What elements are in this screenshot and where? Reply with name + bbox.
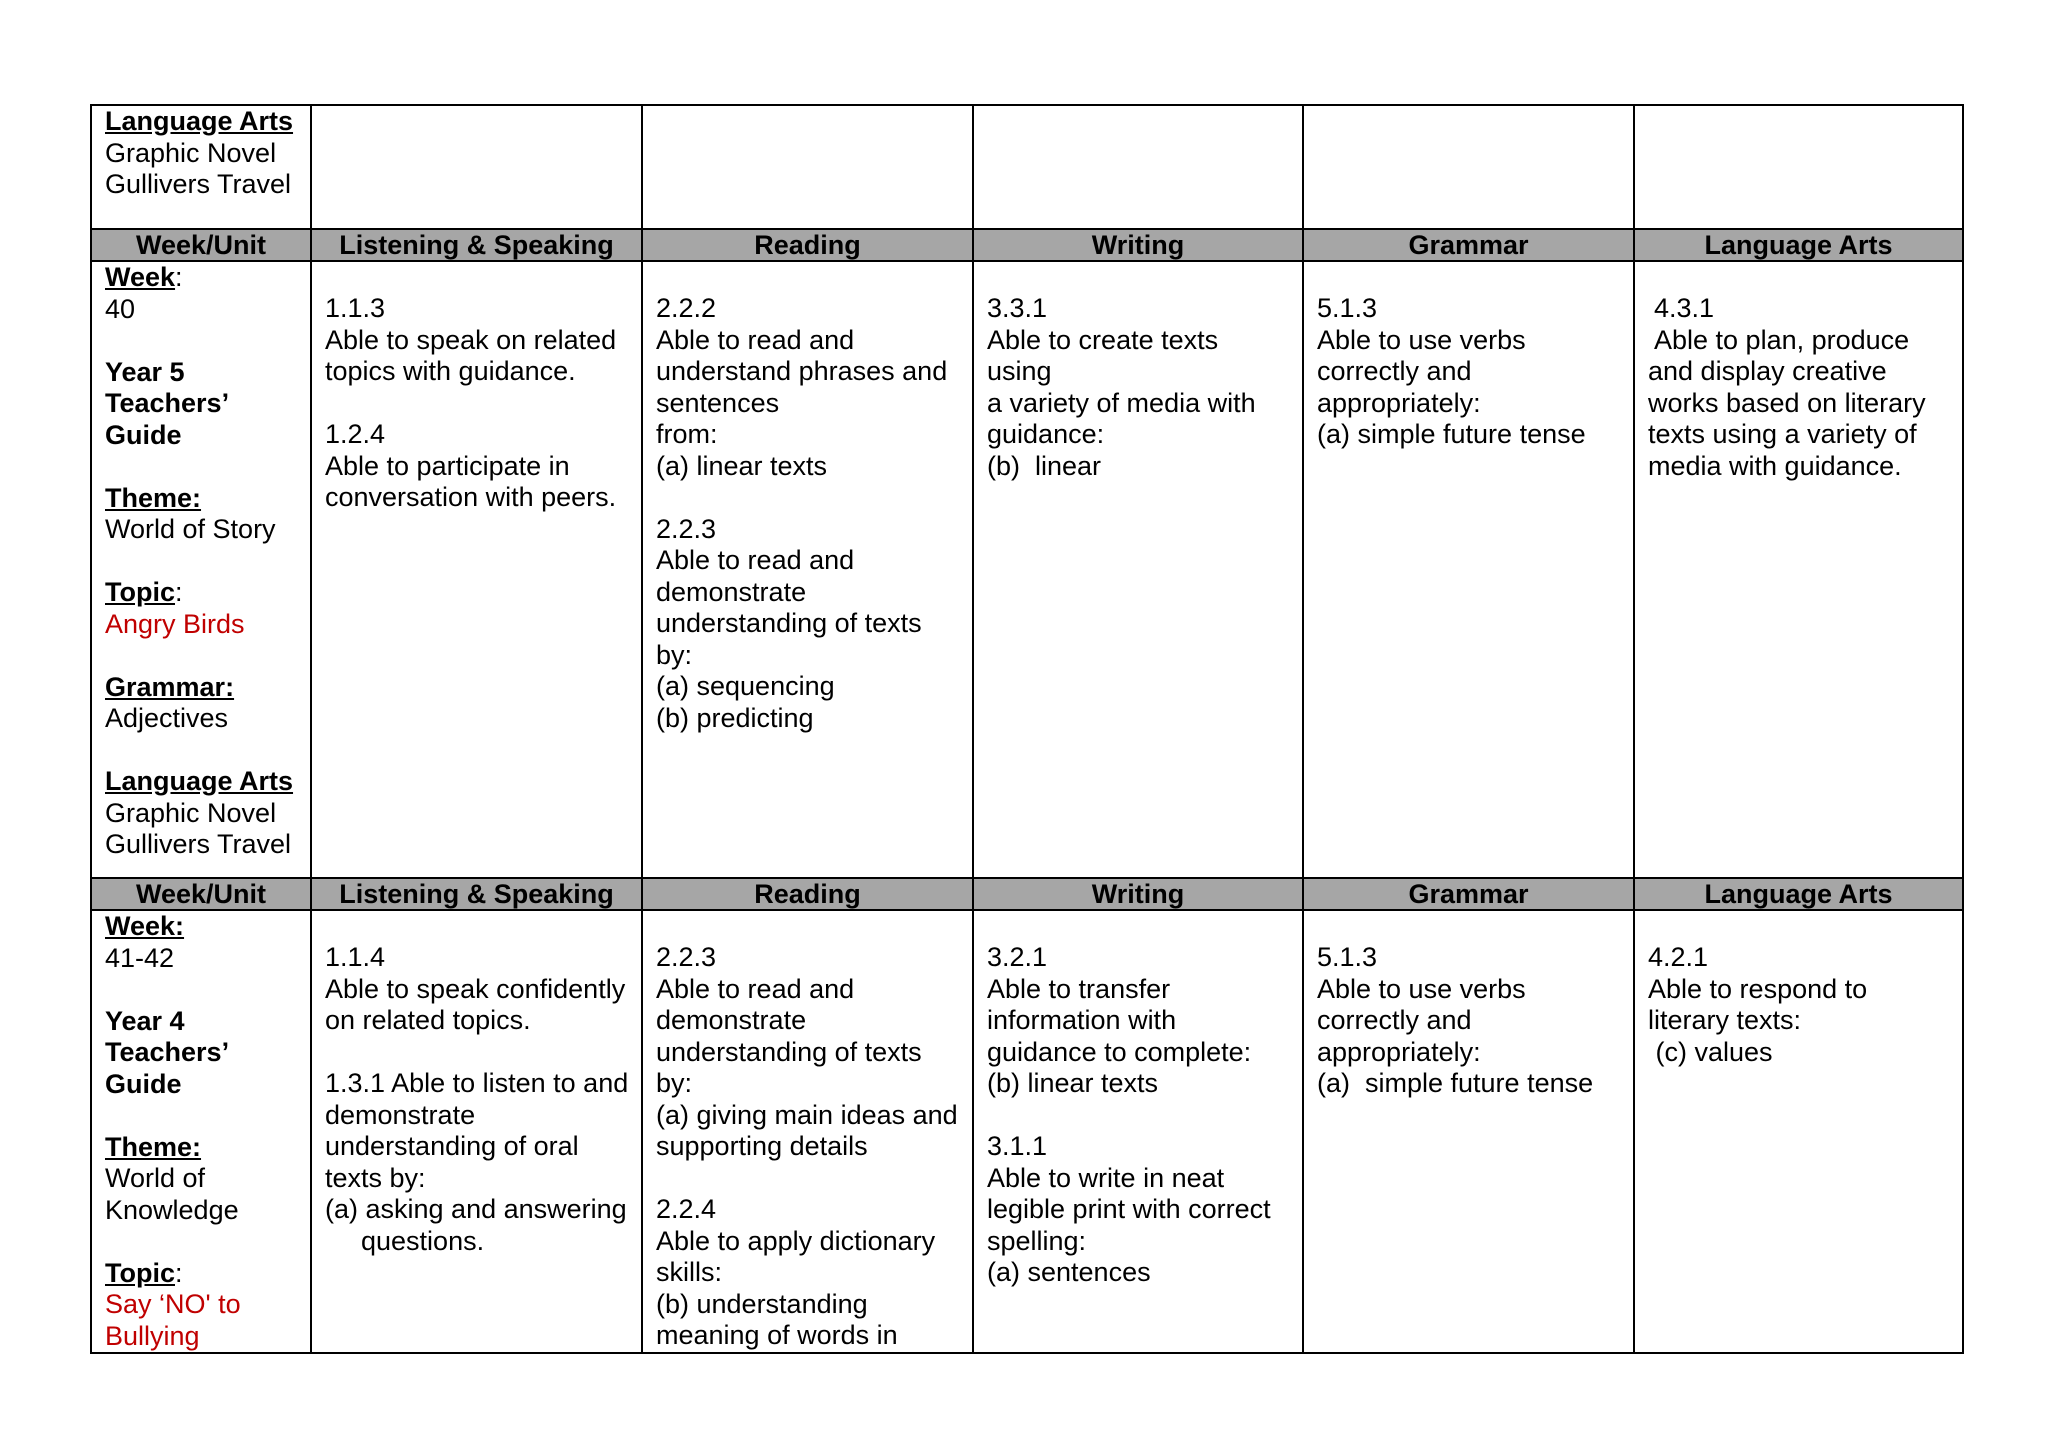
- language-arts-label: Language Arts: [105, 766, 294, 796]
- skill-text: (a) simple future tense: [1317, 1068, 1594, 1098]
- theme-value: World of: [105, 1163, 206, 1193]
- theme-value: Knowledge: [105, 1194, 239, 1225]
- topic-colon: :: [175, 577, 183, 607]
- topic-label: Topic: [105, 577, 175, 607]
- column-header: Grammar: [1303, 878, 1634, 910]
- topic-value: Bullying: [105, 1320, 200, 1351]
- skill-text: correctly and: [1317, 1005, 1472, 1035]
- year-line: Guide: [105, 419, 182, 450]
- year-line: Year 4: [105, 1005, 185, 1036]
- year-line: Teachers’: [105, 1037, 230, 1067]
- listening-cell: [311, 105, 642, 229]
- skill-text: appropriately:: [1317, 387, 1481, 418]
- skill-text: Able to plan, produce: [1654, 324, 1910, 355]
- language-arts-cell: [1634, 105, 1963, 229]
- skill-text: appropriately:: [1317, 1036, 1481, 1067]
- skill-text: and display creative: [1648, 356, 1887, 386]
- lesson-plan-table: [90, 104, 1964, 1354]
- skill-text: guidance to complete:: [987, 1036, 1252, 1067]
- skill-text: understand phrases and: [656, 356, 948, 386]
- week-value: 41-42: [105, 942, 175, 973]
- skill-text: demonstrate: [656, 576, 807, 607]
- skill-text: demonstrate: [325, 1099, 476, 1130]
- skill-code: 5.1.3: [1317, 942, 1378, 972]
- week-label: Week:: [105, 911, 185, 941]
- skill-text: texts using a variety of: [1648, 419, 1917, 449]
- skill-text: understanding of texts: [656, 1036, 922, 1067]
- table-row: [91, 910, 1963, 1353]
- year-line: Guide: [105, 1068, 182, 1099]
- skill-code: 1.1.3: [325, 293, 386, 323]
- grammar-cell: [1303, 261, 1634, 878]
- week-unit-cell: [91, 105, 311, 229]
- skill-text: Able to read and: [656, 324, 855, 355]
- skill-code: 1.1.4: [325, 942, 386, 972]
- skill-text: legible print with correct: [987, 1194, 1271, 1224]
- skill-text: Able to read and: [656, 545, 855, 575]
- skill-text: (a) linear texts: [656, 450, 828, 481]
- skill-text: by:: [656, 1068, 693, 1098]
- table-row: [91, 261, 1963, 878]
- theme-value: World of Story: [105, 514, 276, 544]
- week-unit-cell: [91, 910, 311, 1353]
- writing-cell: [973, 910, 1303, 1353]
- column-header: Language Arts: [1634, 878, 1963, 910]
- topic-value: Angry Birds: [105, 608, 245, 639]
- column-header: Week/Unit: [91, 229, 311, 261]
- week-label: Week: [105, 262, 176, 292]
- skill-text: (a) sentences: [987, 1257, 1151, 1287]
- reading-cell: [642, 261, 973, 878]
- skill-text: a variety of media with: [987, 387, 1256, 418]
- reading-cell: [642, 105, 973, 229]
- skill-text: understanding of texts: [656, 608, 922, 638]
- skill-text: (a) simple future tense: [1317, 419, 1586, 449]
- language-arts-line: Gullivers Travel: [105, 829, 292, 859]
- skill-text: from:: [656, 419, 718, 449]
- skill-text: information with: [987, 1005, 1177, 1035]
- topic-colon: :: [175, 1257, 183, 1288]
- skill-text: conversation with peers.: [325, 482, 617, 512]
- skill-text: correctly and: [1317, 356, 1472, 386]
- skill-text: topics with guidance.: [325, 356, 576, 386]
- writing-cell: [973, 105, 1303, 229]
- skill-text: on related topics.: [325, 1005, 531, 1035]
- topic-label: Topic: [105, 1257, 175, 1288]
- topic-value: Say ‘NO' to: [105, 1289, 241, 1319]
- skill-text: works based on literary: [1648, 387, 1926, 418]
- skill-text: Able to use verbs: [1317, 324, 1526, 355]
- skill-text: media with guidance.: [1648, 450, 1902, 481]
- skill-code: 2.2.4: [656, 1194, 717, 1224]
- scheme-of-work-page: [90, 104, 1962, 1354]
- skill-text: guidance:: [987, 419, 1105, 449]
- skill-text: Able to transfer: [987, 973, 1171, 1004]
- skill-text: Able to participate in: [325, 450, 570, 481]
- listening-cell: [311, 910, 642, 1353]
- skill-text: Able to use verbs: [1317, 973, 1526, 1004]
- skill-text: skills:: [656, 1257, 722, 1287]
- year-line: Teachers’: [105, 388, 230, 418]
- skill-text: (a) asking and answering: [325, 1194, 627, 1224]
- column-header: Writing: [973, 878, 1303, 910]
- skill-text: by:: [656, 639, 693, 670]
- skill-text: meaning of words in: [656, 1320, 898, 1350]
- skill-text: questions.: [361, 1225, 485, 1256]
- skill-text: texts by:: [325, 1162, 426, 1193]
- grammar-cell: [1303, 910, 1634, 1353]
- column-header: Listening & Speaking: [311, 229, 642, 261]
- skill-text: supporting details: [656, 1131, 868, 1161]
- skill-text: Able to create texts using: [987, 324, 1219, 386]
- grammar-cell: [1303, 105, 1634, 229]
- writing-cell: [973, 261, 1303, 878]
- column-header: Listening & Speaking: [311, 878, 642, 910]
- language-arts-cell: [1634, 261, 1963, 878]
- skill-code: 1.2.4: [325, 419, 386, 449]
- skill-text: Able to respond to: [1648, 973, 1868, 1004]
- language-arts-line: Gullivers Travel: [105, 169, 292, 199]
- theme-label: Theme:: [105, 482, 202, 513]
- skill-code: 2.2.3: [656, 942, 717, 972]
- language-arts-label: Language Arts: [105, 106, 294, 136]
- skill-code: 5.1.3: [1317, 293, 1378, 323]
- skill-text: spelling:: [987, 1225, 1087, 1256]
- column-header: Week/Unit: [91, 878, 311, 910]
- week-value: 40: [105, 293, 136, 324]
- week-unit-cell: [91, 261, 311, 878]
- column-header: Reading: [642, 878, 973, 910]
- skill-text: literary texts:: [1648, 1005, 1802, 1035]
- skill-code: 2.2.3: [656, 513, 717, 544]
- listening-cell: [311, 261, 642, 878]
- year-line: Year 5: [105, 356, 185, 387]
- skill-code: 3.2.1: [987, 942, 1048, 972]
- skill-text: (b) predicting: [656, 702, 814, 733]
- skill-code: 3.1.1: [987, 1131, 1048, 1161]
- skill-text: Able to apply dictionary: [656, 1225, 936, 1256]
- skill-text: (a) sequencing: [656, 671, 835, 701]
- skill-code: 4.2.1: [1648, 942, 1709, 972]
- skill-code: 4.3.1: [1654, 293, 1715, 323]
- skill-text: demonstrate: [656, 1005, 807, 1035]
- week-colon: :: [175, 262, 183, 292]
- column-header: Grammar: [1303, 229, 1634, 261]
- header-row: [91, 229, 1963, 261]
- reading-cell: [642, 910, 973, 1353]
- column-header: Writing: [973, 229, 1303, 261]
- skill-text: (a) giving main ideas and: [656, 1099, 958, 1130]
- skill-text: Able to read and: [656, 973, 855, 1004]
- skill-text: (b) linear: [987, 450, 1102, 481]
- skill-code: 3.3.1: [987, 293, 1048, 323]
- grammar-label: Grammar:: [105, 671, 235, 702]
- theme-label: Theme:: [105, 1131, 202, 1162]
- skill-text: understanding of oral: [325, 1131, 579, 1161]
- grammar-value: Adjectives: [105, 703, 229, 733]
- column-header: Language Arts: [1634, 229, 1963, 261]
- skill-text: Able to speak confidently: [325, 973, 626, 1004]
- header-row: [91, 878, 1963, 910]
- skill-text: (c) values: [1648, 1036, 1773, 1067]
- language-arts-cell: [1634, 910, 1963, 1353]
- skill-text: (b) linear texts: [987, 1068, 1159, 1098]
- skill-text: sentences: [656, 387, 780, 418]
- language-arts-line: Graphic Novel: [105, 137, 277, 168]
- skill-text: (b) understanding: [656, 1288, 868, 1319]
- table-row: [91, 105, 1963, 229]
- skill-code: 2.2.2: [656, 293, 717, 323]
- skill-text: Able to speak on related: [325, 324, 617, 355]
- language-arts-line: Graphic Novel: [105, 797, 277, 828]
- skill-text: 1.3.1 Able to listen to and: [325, 1068, 629, 1098]
- skill-text: Able to write in neat: [987, 1162, 1225, 1193]
- column-header: Reading: [642, 229, 973, 261]
